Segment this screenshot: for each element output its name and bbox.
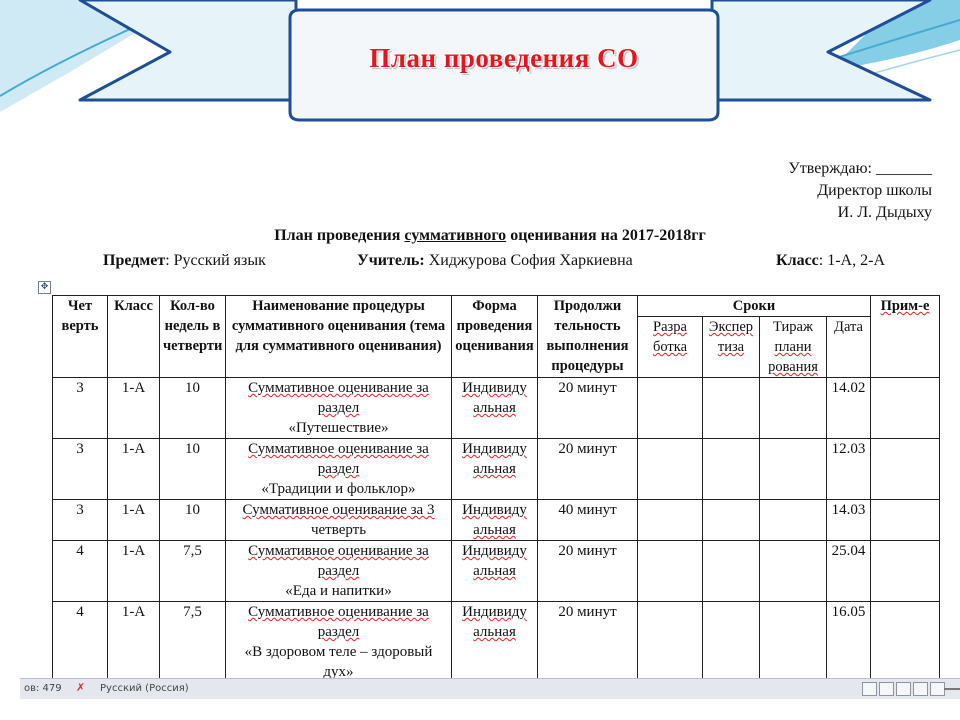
cell-printing <box>760 378 827 439</box>
col-header-class: Класс <box>108 296 160 378</box>
cell-quarter: 3 <box>53 439 108 500</box>
assessment-plan-table <box>52 295 940 678</box>
teacher-label: Учитель: <box>357 252 425 269</box>
subject-info <box>103 252 266 270</box>
table-row <box>53 541 940 602</box>
col-header-date: Дата <box>827 317 871 378</box>
ribbon-left-tail <box>80 0 296 100</box>
cell-weeks: 10 <box>160 439 226 500</box>
cell-form: Индивиду альная <box>452 541 538 602</box>
cell-notes <box>871 378 940 439</box>
print-layout-icon[interactable] <box>862 682 877 696</box>
cell-development <box>638 439 703 500</box>
approval-block <box>788 158 932 224</box>
cell-form: Индивиду альная <box>452 500 538 541</box>
cell-expertise <box>703 541 760 602</box>
cell-date: 14.03 <box>827 500 871 541</box>
cell-quarter: 4 <box>53 602 108 679</box>
outline-icon[interactable] <box>913 682 928 696</box>
web-layout-icon[interactable] <box>896 682 911 696</box>
document-heading <box>20 227 960 245</box>
cell-development <box>638 541 703 602</box>
cell-name: Суммативное оценивание за раздел «Путешествие» <box>226 378 452 439</box>
class-label: Класс <box>776 252 819 269</box>
full-screen-icon[interactable] <box>879 682 894 696</box>
cell-development <box>638 378 703 439</box>
col-header-quarter: Чет верть <box>53 296 108 378</box>
cell-form: Индивиду альная <box>452 439 538 500</box>
cell-quarter: 4 <box>53 541 108 602</box>
status-bar <box>20 678 960 699</box>
col-header-development: Разра ботка <box>638 317 703 378</box>
draft-icon[interactable] <box>930 682 945 696</box>
cell-quarter: 3 <box>53 378 108 439</box>
col-header-printing: Тираж плани рования <box>760 317 827 378</box>
teacher-info <box>357 252 633 270</box>
zoom-slider[interactable] <box>944 688 960 690</box>
proofing-error-icon[interactable]: ✗ <box>76 681 86 694</box>
col-header-expertise: Экспер тиза <box>703 317 760 378</box>
cell-class: 1-А <box>108 378 160 439</box>
word-count[interactable]: ов: 479 <box>24 683 62 694</box>
table-row <box>53 378 940 439</box>
col-header-form: Форма проведения оценивания <box>452 296 538 378</box>
cell-name: Суммативное оценивание за раздел «В здоровом теле – здоровый дух» <box>226 602 452 679</box>
cell-name: Суммативное оценивание за раздел «Традиции и фольклор» <box>226 439 452 500</box>
cell-expertise <box>703 378 760 439</box>
cell-duration: 20 минут <box>538 541 638 602</box>
cell-form: Индивиду альная <box>452 378 538 439</box>
cell-class: 1-А <box>108 439 160 500</box>
col-header-name: Наименование процедуры суммативного оценивания (тема для суммативного оценивания) <box>226 296 452 378</box>
cell-date: 16.05 <box>827 602 871 679</box>
cell-development <box>638 602 703 679</box>
table-row <box>53 500 940 541</box>
cell-development <box>638 500 703 541</box>
cell-expertise <box>703 439 760 500</box>
cell-duration: 40 минут <box>538 500 638 541</box>
cell-form: Индивиду альная <box>452 602 538 679</box>
approval-line-1: Утверждаю: _______ <box>788 160 932 177</box>
cell-duration: 20 минут <box>538 602 638 679</box>
col-header-notes: Прим-е <box>871 296 940 378</box>
cell-name: Суммативное оценивание за 3 четверть <box>226 500 452 541</box>
cell-class: 1-А <box>108 500 160 541</box>
cell-printing <box>760 500 827 541</box>
subject-value: : Русский язык <box>165 252 266 269</box>
cell-date: 12.03 <box>827 439 871 500</box>
cell-class: 1-А <box>108 541 160 602</box>
cell-printing <box>760 602 827 679</box>
col-header-duration: Продолжи тельность выполнения процедуры <box>538 296 638 378</box>
cell-notes <box>871 439 940 500</box>
approval-line-2: Директор школы <box>817 182 932 199</box>
cell-duration: 20 минут <box>538 378 638 439</box>
document-page <box>20 136 960 678</box>
table-row <box>53 439 940 500</box>
cell-printing <box>760 439 827 500</box>
col-header-weeks: Кол-во недель в четверти <box>160 296 226 378</box>
cell-weeks: 7,5 <box>160 541 226 602</box>
heading-suffix: оценивания на 2017-2018гг <box>506 227 706 244</box>
language-indicator[interactable]: Русский (Россия) <box>100 683 189 694</box>
class-info <box>776 252 885 270</box>
info-row <box>20 252 960 274</box>
cell-weeks: 10 <box>160 378 226 439</box>
cell-notes <box>871 500 940 541</box>
view-buttons <box>862 682 945 696</box>
approval-line-3: И. Л. Дыдыху <box>837 204 932 221</box>
cell-notes <box>871 602 940 679</box>
header-row-1 <box>53 296 940 317</box>
move-cross-icon[interactable]: ✥ <box>38 281 51 294</box>
heading-prefix: План проведения <box>274 227 405 244</box>
heading-underlined: суммативного <box>404 227 507 244</box>
cell-notes <box>871 541 940 602</box>
cell-expertise <box>703 500 760 541</box>
cell-weeks: 10 <box>160 500 226 541</box>
teacher-value: Хиджурова София Харкиевна <box>424 252 633 269</box>
cell-quarter: 3 <box>53 500 108 541</box>
slide-title: План проведения СО <box>369 42 639 73</box>
cell-weeks: 7,5 <box>160 602 226 679</box>
class-value: : 1-А, 2-А <box>818 252 885 269</box>
cell-date: 14.02 <box>827 378 871 439</box>
table-row <box>53 602 940 679</box>
cell-expertise <box>703 602 760 679</box>
cell-date: 25.04 <box>827 541 871 602</box>
cell-printing <box>760 541 827 602</box>
col-header-terms: Сроки <box>638 296 871 317</box>
cell-class: 1-А <box>108 602 160 679</box>
subject-label: Предмет <box>103 252 166 269</box>
cell-duration: 20 минут <box>538 439 638 500</box>
cell-name: Суммативное оценивание за раздел «Еда и напитки» <box>226 541 452 602</box>
